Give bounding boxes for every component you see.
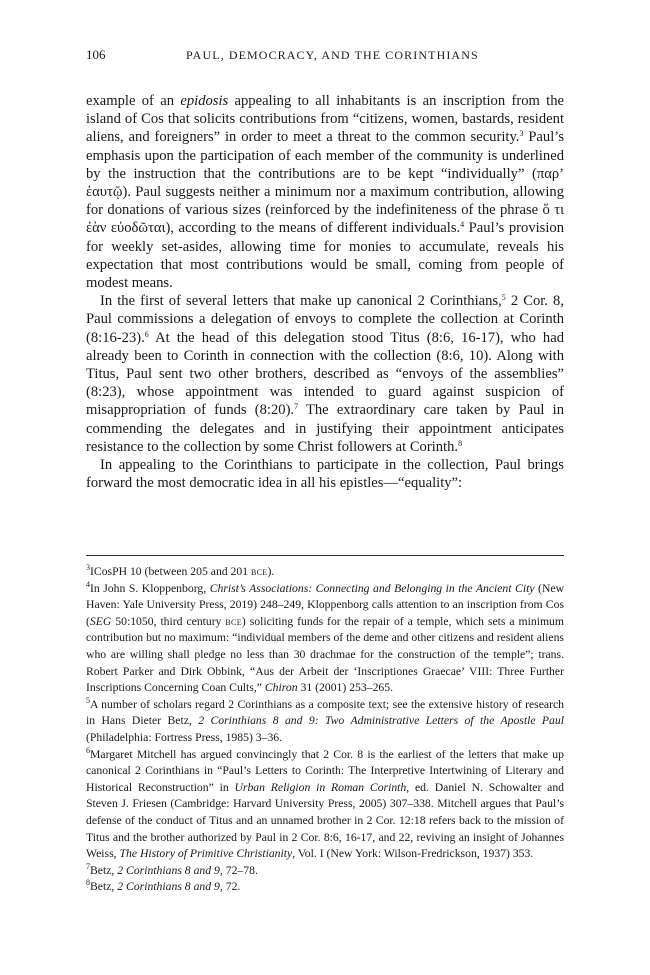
footnote-7: $^7$Betz, 2 Corinthians 8 and 9, 72–78. xyxy=(86,861,258,877)
footnote-ref-3[interactable]: 3 xyxy=(519,129,524,139)
paragraph-2: In the first of several letters that make up canonical 2 Corinthians,$^5$ 2 Cor. 8, Paul commissions a delegation of envoys to complete the collection at Corinth (8:16-23).$^6$ At the head of this delegation stood Titus (8:6, 16-17), who had already been to Corinth in connection with the collection (8:6, 10). Along with Titus, Paul sent two other brothers, described as “envoys of the assemblies” (8:23), whose appointment was intended to guard against suspicion of misappropriation of funds (8:20).$^7$ The extraordinary care taken by Paul in commending the delegates and in justifying their appointment anticipates resistance to the collection by some Christ followers at Corinth.$^8$ xyxy=(86,293,564,455)
footnote-ref-4[interactable]: 4 xyxy=(460,220,465,230)
footnote-5: $^5$A number of scholars regard 2 Corinthians as a composite text; see the extensive history of research in Hans Dieter Betz, 2 Corinthians 8 and 9: Two Administrative Letters of the Apostle Paul (Philadelphia: Fortress Press, 1985) 3–36. xyxy=(86,695,564,744)
footnote-4: $^4$In John S. Kloppenborg, Christ’s Associations: Connecting and Belonging in the Ancient City (New Haven: Yale University Press, 2019) 248–249, Kloppenborg calls attention to an inscription from Cos (SEG 50:1050, third century bce) soliciting funds for the repair of a temple, which sets a minimum contribution but no maximum: “individual members of the deme and other citizens and resident aliens who are willing shall pledge no less than 30 drachmae for the construction of the temple”; trans. Robert Parker and Dirk Obbink, “Aus der Arbeit der ‘Inscriptiones Graecae’ VIII: Three Further Inscriptions Concerning Coan Cults,” Chiron 31 (2001) 253–265. xyxy=(86,579,565,695)
footnote-ref-6[interactable]: 6 xyxy=(144,329,149,339)
footnote-ref-5[interactable]: 5 xyxy=(501,293,506,303)
epidosis-term: epidosis xyxy=(180,93,229,109)
main-text xyxy=(86,92,564,492)
running-title: PAUL, DEMOCRACY, AND THE CORINTHIANS xyxy=(186,48,479,62)
footnote-ref-7[interactable]: 7 xyxy=(294,402,299,412)
paragraph-1: example of an epidosis appealing to all inhabitants is an inscription from the island of Cos that solicits contributions from “citizens, women, bastards, resident aliens, and foreigners” in order to meet a threat to the common security.$^3$ Paul’s emphasis upon the participation of each member of the community is underlined by the instruction that the contributions are to be kept “individually” (παρ’ ἑαυτῷ). Paul suggests neither a minimum nor a maximum contribution, allowing for donations of various sizes (reinforced by the indefiniteness of the phrase ὅ τι ἐὰν εὐοδῶται), according to the means of different individuals.$^4$ Paul’s provision for weekly set-asides, allowing time for monies to accumulate, reveals his expectation that most contributions would be small, coming from people of modest means. xyxy=(86,93,565,292)
footnotes xyxy=(86,564,564,896)
footnote-ref-8[interactable]: 8 xyxy=(458,438,463,448)
footnote-rule xyxy=(86,555,564,556)
paragraph-3: In appealing to the Corinthians to participate in the collection, Paul brings forward the most democratic idea in all his epistles—“equality”: xyxy=(86,457,564,492)
page-number: 106 xyxy=(86,47,106,62)
footnote-6: $^6$Margaret Mitchell has argued convincingly that 2 Cor. 8 is the earliest of the letters that make up canonical 2 Corinthians in “Paul’s Letters to Corinth: The Interpretive Intertwining of Literary and Historical Reconstruction” in Urban Religion in Roman Corinth, ed. Daniel N. Schowalter and Steven J. Friesen (Cambridge: Harvard University Press, 2005) 307–338. Mitchell argues that Paul’s defense of the conduct of Titus and an unnamed brother in 2 Cor. 12:18 refers back to the mission of Titus and the brother authorized by Paul in 2 Cor. 8:6, 16-17, and 22, reviving an insight of Johannes Weiss, The History of Primitive Christianity, Vol. I (New York: Wilson-Fredrickson, 1937) 353. xyxy=(86,745,565,861)
footnote-8: $^8$Betz, 2 Corinthians 8 and 9, 72. xyxy=(86,878,241,894)
footnote-3: $^3$ICosPH 10 (between 205 and 201 bce). xyxy=(86,563,275,578)
